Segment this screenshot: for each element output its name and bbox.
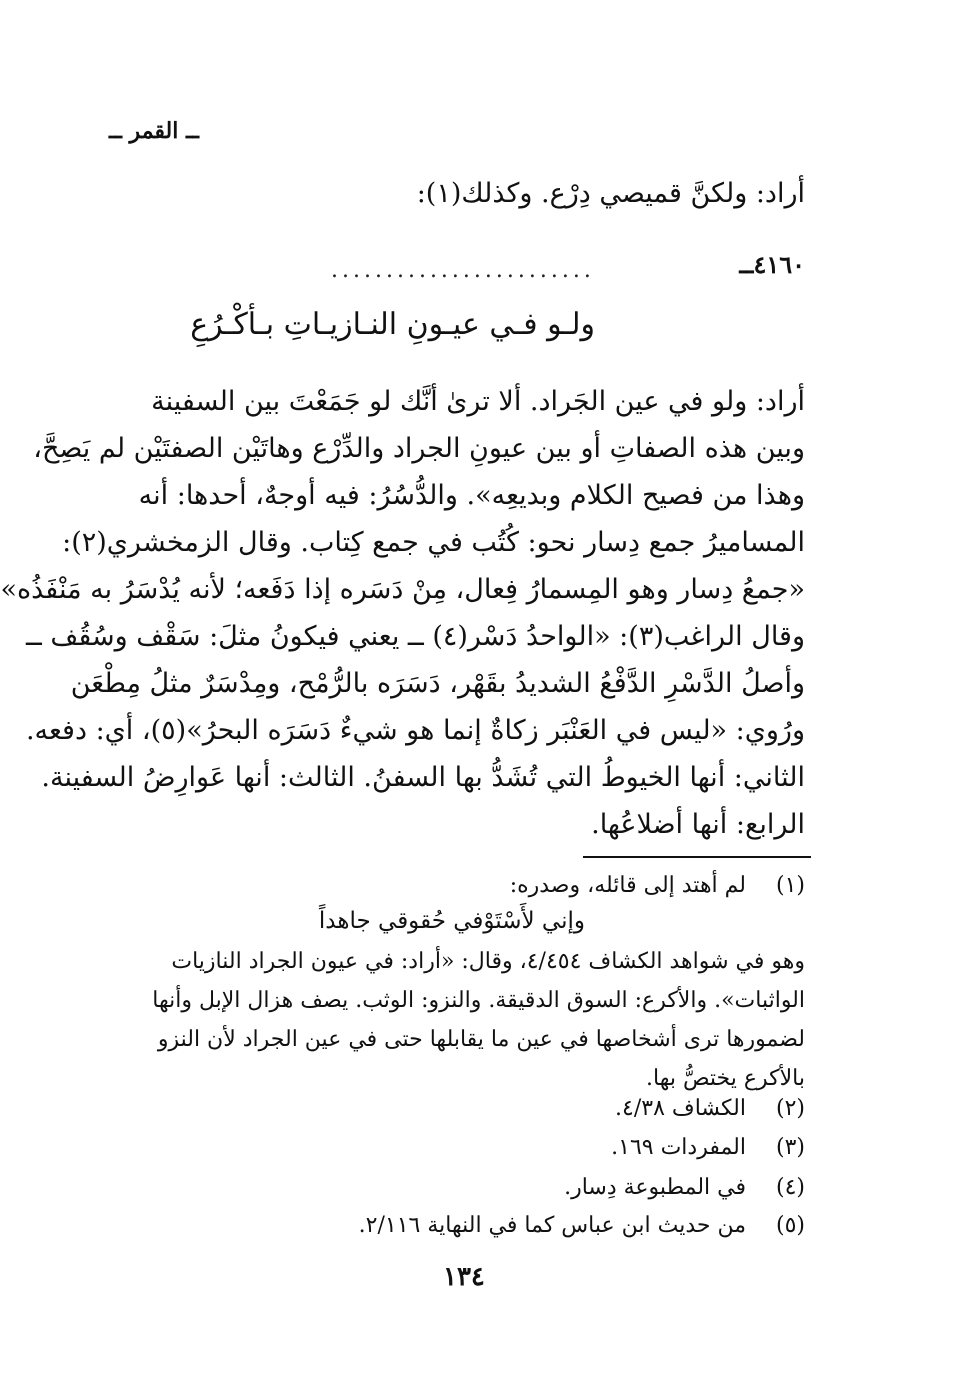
dotted-leader: ........................ <box>331 258 595 283</box>
footnote-line: لضمورها ترى أشخاصها في عين ما يقابلها حتى في عين الجراد لأن النزو <box>157 1027 805 1052</box>
footnote-line: بالأكرع يختصُّ بها. <box>646 1066 805 1091</box>
footnote-1-body <box>109 942 805 1098</box>
poem-verse: ولـو فـي عيـونِ النـازيـاتِ بـأكْـرُعِ <box>190 307 595 342</box>
body-line: ورُوي: «ليس في العَنْبَر زكاةٌ إنما هو شيءٌ دَسَرَه البحرُ»(٥)، أي: دفعه. <box>25 715 805 746</box>
footnote-line: وهو في شواهد الكشاف ٤/٤٥٤، وقال: «أراد: في عيون الجراد النازيات <box>171 949 805 974</box>
footnote-number: (٤) <box>775 1175 805 1200</box>
footnote-1 <box>109 868 805 904</box>
footnote-number: (٣) <box>775 1135 805 1160</box>
body-text <box>0 378 805 848</box>
footnote-number: (٢) <box>775 1096 805 1121</box>
footnote-5 <box>109 1208 805 1244</box>
body-line: وقال الراغب(٣): «الواحدُ دَسْر(٤) ــ يعني فيكونُ مثلَ: سَقْف وسُقُف ــ <box>26 621 805 652</box>
body-line: الثاني: أنها الخيوطُ التي تُشَدُّ بها السفنُ. الثالث: أنها عَوارِضُ السفينة. <box>41 762 805 793</box>
footnote-line: الواثبات». والأكرع: السوق الدقيقة. والنزو: الوثب. يصف هزال الإبل وأنها <box>152 988 805 1013</box>
body-line: الرابع: أنها أضلاعُها. <box>591 809 805 840</box>
footnote-text: من حديث ابن عباس كما في النهاية ٢/١١٦. <box>358 1213 746 1238</box>
footnote-4 <box>109 1170 805 1206</box>
body-line: المساميرُ جمع دِسار نحو: كُتُب في جمع كِتاب. وقال الزمخشري(٢): <box>62 527 805 558</box>
footnote-3 <box>109 1130 805 1166</box>
footnote-2 <box>109 1091 805 1127</box>
body-line: أراد: ولو في عين الجَراد. ألا ترىٰ أنَّك لو جَمَعْتَ بين السفينة <box>151 386 805 417</box>
body-line: وهذا من فصيح الكلام وبديعِه». والدُّسُرُ: فيه أوجهٌ، أحدها: أنه <box>138 480 805 511</box>
running-header: ــ القمر ــ <box>109 118 199 144</box>
footnote-number: (٥) <box>775 1213 805 1238</box>
footnote-text: في المطبوعة دِسار. <box>564 1175 746 1200</box>
body-line: وبين هذه الصفاتِ أو بين عيونِ الجراد والدِّرْع وهاتَيْن الصفتَيْن لم يَصِحَّ، <box>33 433 805 464</box>
footnote-text: لم أهتد إلى قائله، وصدره: <box>509 873 746 898</box>
page-number: ١٣٤ <box>443 1262 485 1292</box>
body-line: وأصلُ الدَّسْرِ الدَّفْعُ الشديدُ بقَهْر، دَسَرَه بالرُّمْح، ومِدْسَرٌ مثلُ مِطْعَن <box>70 668 805 699</box>
footnote-number: (١) <box>775 873 805 898</box>
footnote-separator <box>583 856 811 858</box>
footnote-text: المفردات ١٦٩. <box>611 1135 746 1160</box>
footnote-1-verse: وإني لأَسْتَوْفي حُقوقي جاهداً <box>318 908 585 934</box>
body-line: «جمعُ دِسار وهو المِسمارُ فِعال، مِنْ دَسَره إذا دَفَعه؛ لأنه يُدْسَرُ به مَنْفَذُه» <box>0 574 805 605</box>
poem-number: ٤١٦٠ــ <box>739 250 805 279</box>
intro-line: أراد: ولكنَّ قميصي دِرْع. وكذلك(١): <box>416 178 805 209</box>
footnote-text: الكشاف ٤/٣٨. <box>615 1096 746 1121</box>
